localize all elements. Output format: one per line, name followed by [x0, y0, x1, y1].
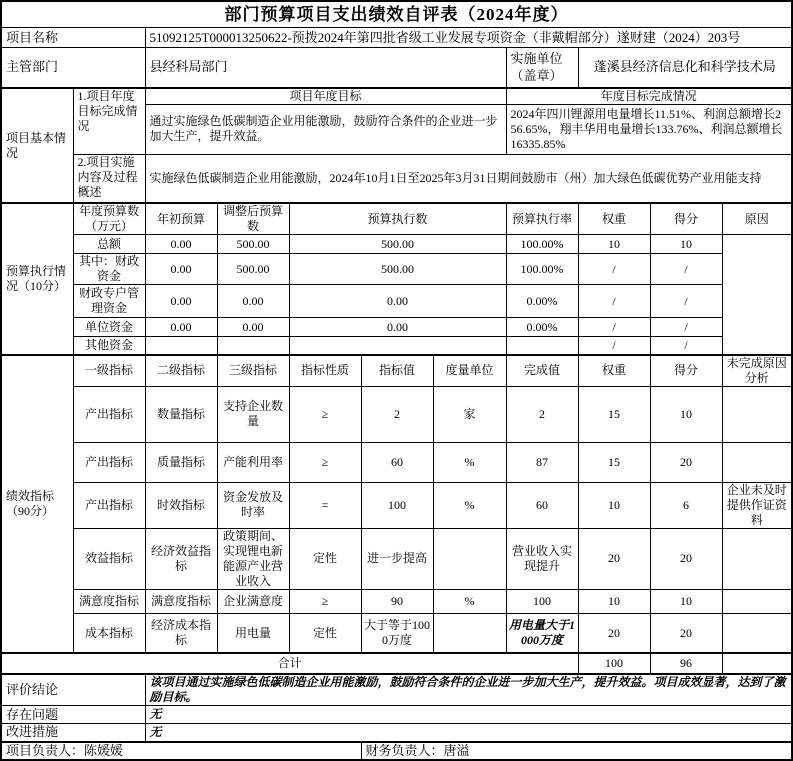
perf-section-label: 绩效指标（90分） [1, 355, 73, 654]
perf-actual-cell: 87 [506, 442, 578, 482]
perf-target-cell: 大于等于1000万度 [361, 613, 433, 653]
perf-nature-cell: ≥ [289, 386, 361, 442]
perf-unit-cell: % [433, 482, 506, 528]
improvements-row [1, 724, 792, 742]
budget-score-cell: / [650, 318, 722, 337]
perf-reason-cell [722, 613, 792, 653]
perf-target-cell: 60 [361, 442, 433, 482]
perf-reason-cell [722, 528, 792, 589]
managers-row [1, 742, 792, 760]
budget-row-label: 总额 [73, 235, 145, 254]
perf-nature-cell: 定性 [289, 528, 361, 589]
perf-reason-cell [722, 442, 792, 482]
page-title: 部门预算项目支出绩效自评表（2024年度） [1, 1, 792, 28]
budget-executed-cell: 500.00 [289, 254, 506, 285]
perf-actual-cell: 用电量大于1000万度 [506, 613, 578, 653]
perf-nature-cell: = [289, 482, 361, 528]
annual-goal-text: 通过实施绿色低碳制造企业用能激励，鼓励符合条件的企业进一步加大生产，提升效益。 [145, 104, 506, 154]
budget-weight-cell: / [578, 337, 650, 355]
perf-weight-cell: 15 [578, 386, 650, 442]
budget-initial-cell: 0.00 [145, 235, 217, 254]
perf-nature-cell: ≥ [289, 589, 361, 613]
budget-row-other-funds [1, 337, 792, 355]
perf-nature-cell: ≥ [289, 442, 361, 482]
perf-header-target: 指标值 [361, 355, 433, 387]
improvements-text: 无 [145, 724, 792, 742]
perf-reason-cell: 企业未及时提供作证资料 [722, 482, 792, 528]
budget-header-weight: 权重 [578, 203, 650, 235]
perf-unit-cell: 家 [433, 386, 506, 442]
perf-header-nature: 指标性质 [289, 355, 361, 387]
budget-rate-cell [506, 337, 578, 355]
budget-adjusted-cell [217, 337, 289, 355]
perf-row-cost [1, 613, 792, 653]
perf-weight-cell: 10 [578, 482, 650, 528]
budget-initial-cell: 0.00 [145, 318, 217, 337]
perf-l3-cell: 用电量 [217, 613, 289, 653]
impl-process-text: 实施绿色低碳制造企业用能激励，2024年10月1日至2025年3月31日期间鼓励市（州）加大绿色低碳优势产业用能支持 [145, 154, 792, 203]
perf-unit-cell [433, 528, 506, 589]
project-name-value: 51092125T000013250622-预拨2024年第四批省级工业发展专项资金（非戴帽部分）遂财建（2024）203号 [145, 28, 792, 48]
perf-l1-cell: 成本指标 [73, 613, 145, 653]
budget-weight-cell: / [578, 285, 650, 318]
budget-weight-cell: / [578, 254, 650, 285]
budget-row-special-account [1, 285, 792, 318]
perf-l3-cell: 政策期间、实现锂电新能源产业营业收入 [217, 528, 289, 589]
budget-row-total [1, 235, 792, 254]
budget-row-label: 单位资金 [73, 318, 145, 337]
budget-executed-cell [289, 337, 506, 355]
budget-row-label: 财政专户管理资金 [73, 285, 145, 318]
budget-executed-cell: 0.00 [289, 285, 506, 318]
perf-header-row [1, 355, 792, 387]
perf-l2-cell: 经济成本指标 [145, 613, 217, 653]
perf-l1-cell: 效益指标 [73, 528, 145, 589]
conclusion-row [1, 674, 792, 706]
perf-target-cell: 2 [361, 386, 433, 442]
budget-header-adjusted: 调整后预算数 [217, 203, 289, 235]
perf-nature-cell: 定性 [289, 613, 361, 653]
project-name-row [1, 28, 792, 48]
conclusion-text: 该项目通过实施绿色低碳制造企业用能激励，鼓励符合条件的企业进一步加大生产，提升效益。项目成效显著，达到了激励目标。 [145, 674, 792, 706]
budget-row-label: 其他资金 [73, 337, 145, 355]
perf-score-cell: 20 [650, 613, 722, 653]
budget-score-cell: / [650, 337, 722, 355]
department-label: 主管部门 [1, 48, 145, 88]
perf-actual-cell: 100 [506, 589, 578, 613]
perf-l2-cell: 质量指标 [145, 442, 217, 482]
perf-score-cell: 20 [650, 528, 722, 589]
budget-rate-cell: 100.00% [506, 235, 578, 254]
perf-row-satisfaction [1, 589, 792, 613]
impl-unit-label: 实施单位（盖章） [506, 48, 578, 88]
budget-header-reason: 原因 [722, 203, 792, 235]
total-weight: 100 [578, 653, 650, 674]
budget-executed-cell: 500.00 [289, 235, 506, 254]
perf-unit-cell: % [433, 442, 506, 482]
perf-unit-cell: % [433, 589, 506, 613]
perf-header-l3: 三级指标 [217, 355, 289, 387]
perf-unit-cell [433, 613, 506, 653]
conclusion-label: 评价结论 [1, 674, 145, 706]
perf-score-cell: 6 [650, 482, 722, 528]
perf-weight-cell: 10 [578, 589, 650, 613]
perf-header-l1: 一级指标 [73, 355, 145, 387]
budget-weight-cell: 10 [578, 235, 650, 254]
perf-header-reason: 未完成原因分析 [722, 355, 792, 387]
goal-completion-text: 2024年四川锂源用电量增长11.51%、利润总额增长256.65%，翔丰华用电量增长133.76%、利润总额增长16335.85% [506, 104, 792, 154]
perf-actual-cell: 营业收入实现提升 [506, 528, 578, 589]
perf-l1-cell: 产出指标 [73, 482, 145, 528]
perf-header-actual: 完成值 [506, 355, 578, 387]
problems-text: 无 [145, 706, 792, 724]
perf-l3-cell: 产能利用率 [217, 442, 289, 482]
perf-row-quality [1, 442, 792, 482]
perf-row-benefit [1, 528, 792, 589]
budget-score-cell: / [650, 285, 722, 318]
title-row [1, 1, 792, 28]
basic-row2-label: 2.项目实施内容及过程概述 [73, 154, 145, 203]
budget-header-rate: 预算执行率 [506, 203, 578, 235]
perf-row-quantity [1, 386, 792, 442]
total-score: 96 [650, 653, 722, 674]
budget-header-annual: 年度预算数（万元） [73, 203, 145, 235]
perf-header-score: 得分 [650, 355, 722, 387]
budget-adjusted-cell: 0.00 [217, 285, 289, 318]
basic-goal-header-row [1, 88, 792, 105]
total-reason [722, 653, 792, 674]
basic-section-label: 项目基本情况 [1, 88, 73, 204]
perf-l1-cell: 产出指标 [73, 386, 145, 442]
perf-l2-cell: 满意度指标 [145, 589, 217, 613]
annual-goal-header: 项目年度目标 [145, 88, 506, 105]
department-row [1, 48, 792, 88]
budget-header-executed: 预算执行数 [289, 203, 506, 235]
budget-adjusted-cell: 0.00 [217, 318, 289, 337]
perf-l2-cell: 经济效益指标 [145, 528, 217, 589]
budget-adjusted-cell: 500.00 [217, 254, 289, 285]
perf-target-cell: 进一步提高 [361, 528, 433, 589]
budget-rate-cell: 0.00% [506, 285, 578, 318]
basic-row1-label: 1.项目年度目标完成情况 [73, 88, 145, 155]
budget-header-initial: 年初预算 [145, 203, 217, 235]
perf-l1-cell: 产出指标 [73, 442, 145, 482]
total-row [1, 653, 792, 674]
total-label: 合计 [1, 653, 578, 674]
budget-initial-cell [145, 337, 217, 355]
perf-l1-cell: 满意度指标 [73, 589, 145, 613]
budget-row-label: 其中：财政资金 [73, 254, 145, 285]
perf-weight-cell: 20 [578, 613, 650, 653]
perf-target-cell: 100 [361, 482, 433, 528]
budget-rate-cell: 0.00% [506, 318, 578, 337]
budget-header-score: 得分 [650, 203, 722, 235]
perf-actual-cell: 60 [506, 482, 578, 528]
budget-score-cell: / [650, 254, 722, 285]
impl-unit-value: 蓬溪县经济信息化和科学技术局 [578, 48, 792, 88]
perf-reason-cell [722, 386, 792, 442]
budget-weight-cell: / [578, 318, 650, 337]
perf-target-cell: 90 [361, 589, 433, 613]
budget-rate-cell: 100.00% [506, 254, 578, 285]
budget-initial-cell: 0.00 [145, 285, 217, 318]
perf-reason-cell [722, 589, 792, 613]
perf-l3-cell: 支持企业数量 [217, 386, 289, 442]
perf-weight-cell: 15 [578, 442, 650, 482]
perf-weight-cell: 20 [578, 528, 650, 589]
department-value: 县经科局部门 [145, 48, 506, 88]
basic-impl-row [1, 154, 792, 203]
budget-reason-cell [722, 235, 792, 355]
perf-l3-cell: 资金发放及时率 [217, 482, 289, 528]
perf-score-cell: 10 [650, 386, 722, 442]
perf-l3-cell: 企业满意度 [217, 589, 289, 613]
perf-header-weight: 权重 [578, 355, 650, 387]
perf-score-cell: 20 [650, 442, 722, 482]
project-name-label: 项目名称 [1, 28, 145, 48]
perf-header-l2: 二级指标 [145, 355, 217, 387]
perf-l2-cell: 数量指标 [145, 386, 217, 442]
budget-score-cell: 10 [650, 235, 722, 254]
budget-row-unit-funds [1, 318, 792, 337]
perf-header-unit: 度量单位 [433, 355, 506, 387]
budget-adjusted-cell: 500.00 [217, 235, 289, 254]
budget-initial-cell: 0.00 [145, 254, 217, 285]
finance-manager: 财务负责人：唐溢 [361, 742, 792, 760]
problems-label: 存在问题 [1, 706, 145, 724]
project-manager: 项目负责人：陈媛媛 [1, 742, 361, 760]
perf-row-timeliness [1, 482, 792, 528]
budget-executed-cell: 0.00 [289, 318, 506, 337]
goal-completion-header: 年度目标完成情况 [506, 88, 792, 105]
budget-row-fiscal [1, 254, 792, 285]
improvements-label: 改进措施 [1, 724, 145, 742]
perf-score-cell: 10 [650, 589, 722, 613]
perf-actual-cell: 2 [506, 386, 578, 442]
perf-l2-cell: 时效指标 [145, 482, 217, 528]
problems-row [1, 706, 792, 724]
budget-section-label: 预算执行情况（10分） [1, 203, 73, 355]
budget-header-row [1, 203, 792, 235]
